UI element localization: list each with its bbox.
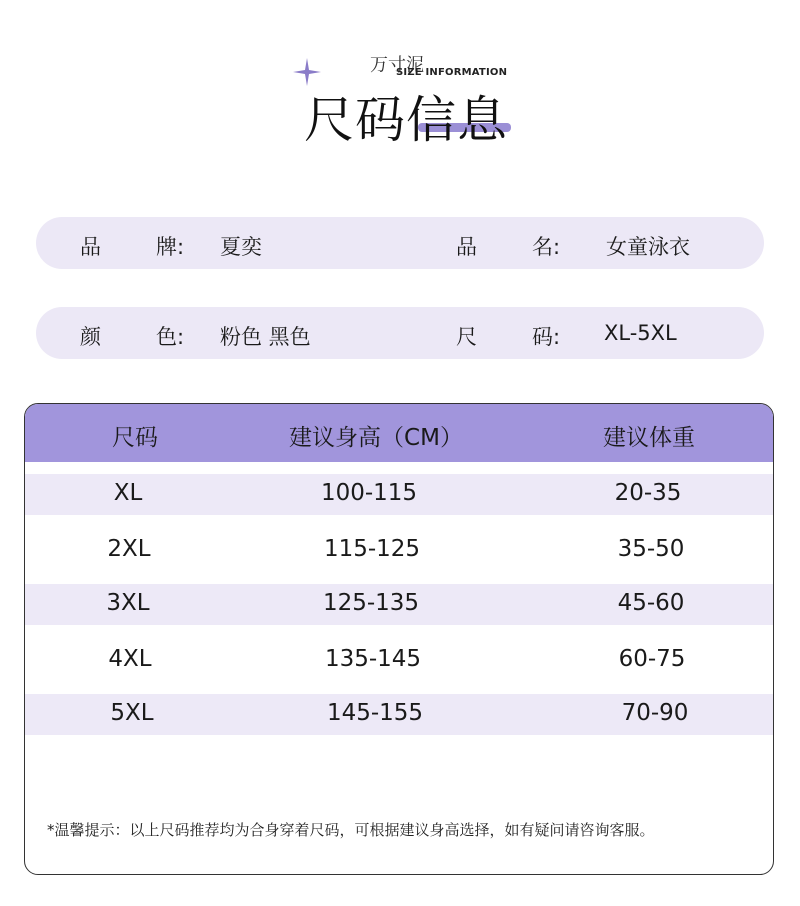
- size-table: [24, 403, 774, 875]
- table-header: [25, 404, 773, 462]
- weight-cell: 60-75: [618, 646, 686, 672]
- table-row: [25, 694, 773, 735]
- color-value: 粉色 黑色: [220, 325, 311, 349]
- color-label-char2: 色:: [156, 325, 185, 349]
- size-label-char2: 码:: [532, 325, 561, 349]
- brand-label-char2: 牌:: [156, 235, 185, 259]
- column-header-weight: 建议体重: [603, 425, 695, 451]
- column-header-size: 尺码: [112, 425, 158, 451]
- size-cell: 4XL: [108, 646, 152, 672]
- size-label-char1: 尺: [456, 325, 477, 349]
- table-row: [25, 584, 773, 625]
- height-cell: 145-155: [326, 700, 424, 726]
- size-range-value: XL-5XL: [604, 321, 677, 345]
- page-header: [0, 0, 800, 170]
- brand-name: 万寸泥: [370, 55, 424, 76]
- column-header-height: 建议身高（CM）: [289, 425, 463, 451]
- color-label-char1: 颜: [80, 325, 101, 349]
- height-cell: 115-125: [323, 536, 421, 562]
- product-name-label-char1: 品: [456, 235, 477, 259]
- product-name-value: 女童泳衣: [606, 235, 690, 259]
- weight-cell: 20-35: [614, 480, 682, 506]
- size-cell: 2XL: [107, 536, 151, 562]
- info-bar-color-size: [36, 307, 764, 359]
- brand-value: 夏奕: [220, 235, 262, 259]
- weight-cell: 35-50: [617, 536, 685, 562]
- table-row: [25, 530, 773, 571]
- height-cell: 125-135: [322, 590, 420, 616]
- page-title: 尺码信息: [304, 91, 508, 149]
- subtitle-en: SIZE INFORMATION: [396, 67, 508, 78]
- size-tip-footnote: *温馨提示：以上尺码推荐均为合身穿着尺码，可根据建议身高选择，如有疑问请咨询客服。: [47, 821, 655, 839]
- product-name-label-char2: 名:: [532, 235, 561, 259]
- size-cell: 3XL: [106, 590, 150, 616]
- size-cell: XL: [113, 480, 143, 506]
- height-cell: 135-145: [324, 646, 422, 672]
- weight-cell: 45-60: [617, 590, 685, 616]
- table-row: [25, 474, 773, 515]
- table-row: [25, 640, 773, 681]
- weight-cell: 70-90: [621, 700, 689, 726]
- info-bar-brand-name: [36, 217, 764, 269]
- size-cell: 5XL: [110, 700, 154, 726]
- brand-label-char1: 品: [80, 235, 101, 259]
- height-cell: 100-115: [320, 480, 418, 506]
